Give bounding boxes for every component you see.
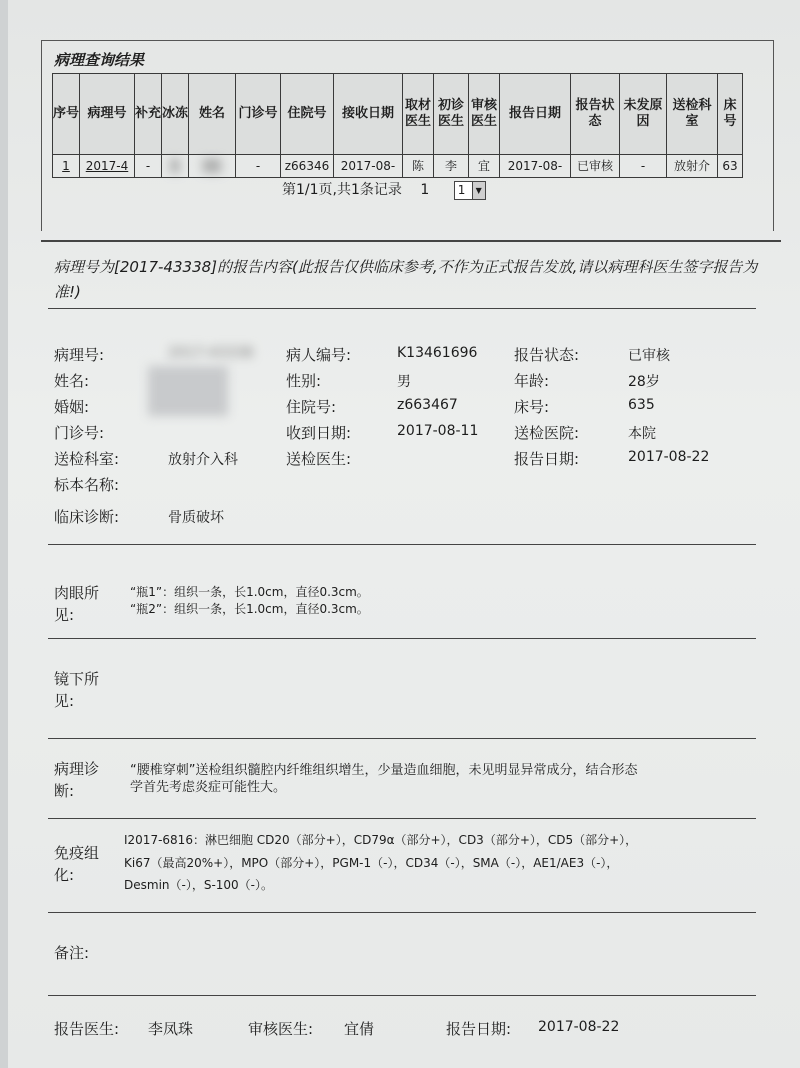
cell-name: ▒▒ (189, 155, 236, 178)
report-doctor-value: 李凤珠 (148, 1020, 194, 1038)
cell-outpatient: - (236, 155, 281, 178)
table-header-row (53, 74, 743, 155)
cell-dept: 放射介 (667, 155, 718, 178)
patient-id-value: K13461696 (397, 345, 478, 361)
col-report-date[interactable]: 报告日期 (500, 74, 571, 155)
review-doctor-value: 宜倩 (344, 1020, 375, 1038)
dept-value: 放射介入科 (168, 452, 238, 468)
cell-path-no[interactable]: 2017-4 (80, 155, 135, 178)
cell-bed: 63 (718, 155, 743, 178)
col-received-date[interactable]: 接收日期 (334, 74, 403, 155)
col-path-no[interactable]: 病理号 (80, 74, 135, 155)
path-diag-line-1: “腰椎穿刺”送检组织髓腔内纤维组织增生，少量造血细胞，未见明显异常成分，结合形态 (130, 763, 638, 778)
path-no-value: 2017-43338 (168, 345, 254, 361)
results-table (52, 73, 743, 178)
divider (48, 308, 756, 309)
col-initial-doctor[interactable]: 初诊医生 (434, 74, 469, 155)
path-diag-line-2: 学首先考虑炎症可能性大。 (130, 780, 287, 795)
col-unsent-reason[interactable]: 未发原因 (620, 74, 667, 155)
age-label: 年龄: (514, 372, 550, 390)
marriage-label: 婚姻: (54, 398, 90, 416)
name-label: 姓名: (54, 372, 90, 390)
cell-sampling-doctor: 陈 (403, 155, 434, 178)
clinical-diag-value: 骨质破坏 (168, 510, 224, 526)
path-no-label: 病理号: (54, 346, 105, 364)
received-value: 2017-08-11 (397, 423, 479, 439)
report-doctor-label: 报告医生: (54, 1020, 120, 1038)
age-value: 28岁 (628, 374, 660, 390)
col-name[interactable]: 姓名 (189, 74, 236, 155)
col-report-status[interactable]: 报告状态 (571, 74, 620, 155)
review-doctor-label: 审核医生: (248, 1020, 314, 1038)
ihc-label: 免疫组化: (54, 844, 100, 884)
clinical-diag-label: 临床诊断: (54, 508, 120, 526)
cell-frozen: ▒ (162, 155, 189, 178)
divider (48, 638, 756, 639)
divider (48, 818, 756, 819)
footer-date-value: 2017-08-22 (538, 1019, 620, 1035)
cell-received-date: 2017-08- (334, 155, 403, 178)
col-frozen[interactable]: 冰冻 (162, 74, 189, 155)
cell-review-doctor: 宜 (469, 155, 500, 178)
page-number[interactable]: 1 (420, 182, 430, 198)
divider (41, 240, 781, 242)
cell-inpatient: z66346 (281, 155, 334, 178)
note-label: 备注: (54, 944, 90, 962)
doctor-label: 送检医生: (286, 450, 352, 468)
gross-line-1: “瓶1”：组织一条，长1.0cm，直径0.3cm。 (130, 585, 369, 599)
table-row[interactable] (53, 155, 743, 178)
sex-label: 性别: (286, 372, 322, 390)
ihc-line-1: I2017-6816：淋巴细胞 CD20（部分+），CD79α（部分+），CD3（部分+），CD5（部分+）， (124, 833, 638, 847)
query-title: 病理查询结果 (54, 51, 145, 69)
col-inpatient[interactable]: 住院号 (281, 74, 334, 155)
bed-label: 床号: (514, 398, 550, 416)
gross-label: 肉眼所见: (54, 584, 100, 624)
path-diag-label: 病理诊断: (54, 760, 100, 800)
status-label: 报告状态: (514, 346, 580, 364)
status-value: 已审核 (628, 348, 670, 364)
divider (48, 738, 756, 739)
col-dept[interactable]: 送检科室 (667, 74, 718, 155)
hospital-value: 本院 (628, 426, 656, 442)
col-supplement[interactable]: 补充 (135, 74, 162, 155)
cell-index[interactable]: 1 (53, 155, 80, 178)
col-outpatient[interactable]: 门诊号 (236, 74, 281, 155)
cell-report-date: 2017-08- (500, 155, 571, 178)
col-review-doctor[interactable]: 审核医生 (469, 74, 500, 155)
divider (48, 995, 756, 996)
dept-label: 送检科室: (54, 450, 120, 468)
report-date-label: 报告日期: (514, 450, 580, 468)
sex-value: 男 (397, 374, 411, 390)
micro-label: 镜下所见: (54, 670, 100, 710)
bed-value: 635 (628, 397, 655, 413)
cell-report-status: 已审核 (571, 155, 620, 178)
report-title: 病理号为[2017-43338]的报告内容(此报告仅供临床参考,不作为正式报告发放,请以病理科医生签字报告为准!) (54, 258, 758, 301)
specimen-label: 标本名称: (54, 476, 120, 494)
received-label: 收到日期: (286, 424, 352, 442)
inpatient-label: 住院号: (286, 398, 337, 416)
paper-sheet (8, 0, 800, 1068)
report-date-value: 2017-08-22 (628, 449, 710, 465)
name-value-redacted (148, 366, 228, 416)
gross-line-2: “瓶2”：组织一条，长1.0cm，直径0.3cm。 (130, 602, 369, 616)
query-results-panel (41, 40, 774, 231)
inpatient-value: z663467 (397, 397, 458, 413)
col-index[interactable]: 序号 (53, 74, 80, 155)
page-select[interactable]: 1 ▼ (454, 181, 486, 200)
cell-initial-doctor: 李 (434, 155, 469, 178)
cell-supplement: - (135, 155, 162, 178)
hospital-label: 送检医院: (514, 424, 580, 442)
outpatient-label: 门诊号: (54, 424, 105, 442)
pagination-text: 第1/1页,共1条记录 (282, 182, 402, 198)
patient-id-label: 病人编号: (286, 346, 352, 364)
divider (48, 544, 756, 545)
col-bed[interactable]: 床号 (718, 74, 743, 155)
chevron-down-icon[interactable]: ▼ (472, 182, 485, 199)
pagination (282, 179, 486, 200)
cell-unsent-reason: - (620, 155, 667, 178)
divider (48, 912, 756, 913)
ihc-line-3: Desmin（-），S-100（-）。 (124, 878, 274, 892)
col-sampling-doctor[interactable]: 取材医生 (403, 74, 434, 155)
ihc-line-2: Ki67（最高20%+），MPO（部分+），PGM-1（-），CD34（-），SMA（-），AE1/AE3（-）， (124, 856, 619, 870)
footer-date-label: 报告日期: (446, 1020, 512, 1038)
